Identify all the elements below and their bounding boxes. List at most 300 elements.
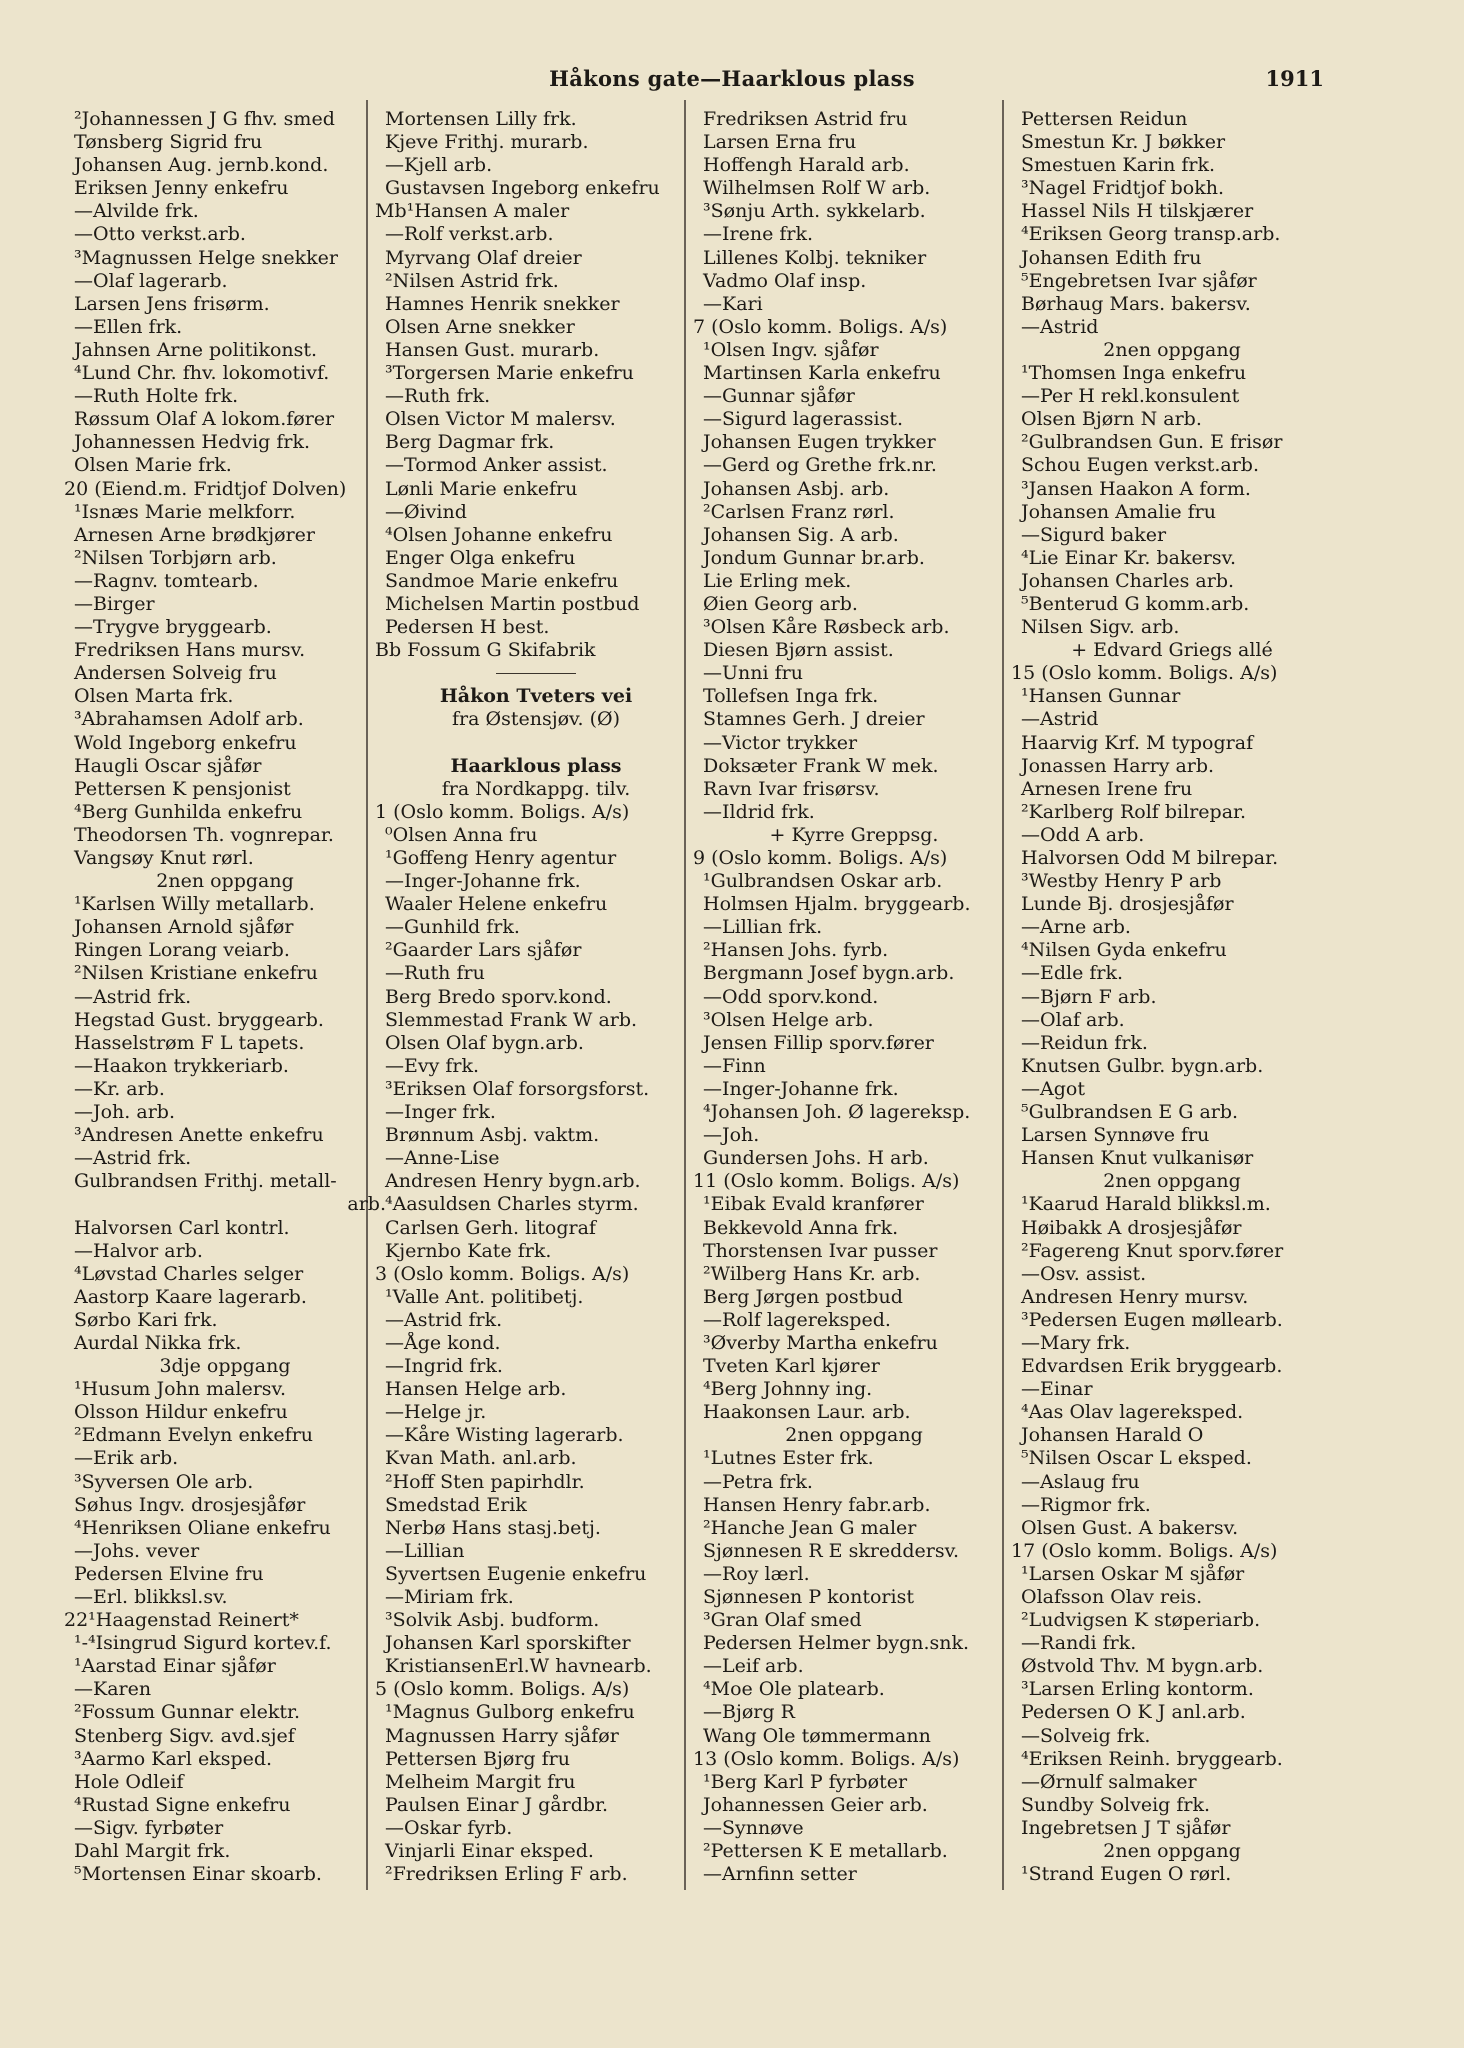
directory-entry: Eriksen Jenny enkefru xyxy=(74,177,289,200)
directory-entry: ³Olsen Kåre Røsbeck arb. xyxy=(703,616,950,639)
directory-entry: Paulsen Einar J gårdbr. xyxy=(385,1793,609,1816)
directory-entry: ³Solvik Asbj. budform. xyxy=(385,1609,600,1632)
directory-entry: Stenberg Sigv. avd.sjef xyxy=(74,1724,295,1747)
directory-entry: Hassel Nils H tilskjærer xyxy=(1021,200,1254,223)
directory-entry: ⁵Mortensen Einar skoarb. xyxy=(74,1863,322,1886)
directory-entry: Pettersen Reidun xyxy=(1021,108,1188,130)
directory-entry: ²Hoff Sten papirhdlr. xyxy=(385,1470,585,1493)
directory-entry: —Øivind xyxy=(385,500,467,523)
directory-entry: —Kåre Wisting lagerarb. xyxy=(385,1424,624,1447)
blank-line xyxy=(375,732,697,755)
directory-entry: Smestuen Karin frk. xyxy=(1021,154,1216,177)
directory-entry: Olsen Victor M malersv. xyxy=(385,408,616,431)
directory-entry: ³Abrahamsen Adolf arb. xyxy=(74,708,304,731)
directory-entry: ¹-⁴Isingrud Sigurd kortev.f. xyxy=(74,1632,332,1655)
directory-entry: Gulbrandsen Frithj. metall- xyxy=(74,1170,337,1193)
directory-entry: ²Pettersen K E metallarb. xyxy=(703,1840,948,1863)
directory-entry: —Mary frk. xyxy=(1021,1331,1131,1354)
directory-entry: ¹Husum John malersv. xyxy=(74,1378,287,1401)
directory-entry: Jonassen Harry arb. xyxy=(1021,754,1215,777)
directory-entry: ⁴Henriksen Oliane enkefru xyxy=(74,1516,331,1539)
directory-entry: ²Edmann Evelyn enkefru xyxy=(74,1424,314,1447)
directory-entry: Edvardsen Erik bryggearb. xyxy=(1021,1355,1283,1378)
directory-entry: 9 (Oslo komm. Boligs. A/s) xyxy=(693,847,948,869)
directory-entry: Halvorsen Odd M bilrepar. xyxy=(1021,847,1279,869)
directory-entry: —Haakon trykkeriarb. xyxy=(74,1054,289,1077)
directory-entry: ¹Thomsen Inga enkefru xyxy=(1021,362,1247,385)
section-heading: 3dje oppgang xyxy=(159,1355,291,1378)
directory-entry: —Ruth fru xyxy=(385,962,485,985)
directory-entry: —Sigv. fyrbøter xyxy=(74,1816,224,1839)
directory-entry: Pedersen H best. xyxy=(385,616,550,639)
directory-entry: ³Andresen Anette enkefru xyxy=(74,1124,324,1147)
directory-entry: —Astrid frk. xyxy=(74,1147,192,1170)
directory-entry: —Otto verkst.arb. xyxy=(74,223,246,246)
directory-entry: Enger Olga enkefru xyxy=(385,546,576,569)
directory-entry: —Birger xyxy=(74,592,155,615)
directory-entry: —Lillian xyxy=(385,1539,465,1562)
directory-entry: ²Ludvigsen K støperiarb. xyxy=(1021,1609,1261,1632)
directory-entry: Larsen Erna fru xyxy=(703,131,857,154)
directory-entry: —Ørnulf salmaker xyxy=(1021,1770,1197,1793)
directory-entry: Fredriksen Astrid fru xyxy=(703,108,908,130)
directory-entry: —Astrid xyxy=(1021,708,1099,731)
directory-entry: ⁴Moe Ole platearb. xyxy=(703,1678,885,1701)
directory-entry: —Arnfinn setter xyxy=(703,1863,857,1886)
directory-entry: —Kr. arb. xyxy=(74,1077,165,1100)
directory-entry: Johansen Asbj. arb. xyxy=(703,477,890,500)
directory-entry: Schou Eugen verkst.arb. xyxy=(1021,454,1260,477)
directory-entry: ²Fredriksen Erling F arb. xyxy=(385,1863,628,1886)
directory-entry: —Rolf verkst.arb. xyxy=(385,223,554,246)
directory-entry: Gustavsen Ingeborg enkefru xyxy=(385,177,660,200)
directory-entry: —Osv. assist. xyxy=(1021,1262,1147,1285)
column-1 xyxy=(64,108,386,1888)
directory-entry: Hamnes Henrik snekker xyxy=(385,292,620,315)
directory-entry: ¹Eibak Evald kranfører xyxy=(703,1193,924,1216)
directory-entry: ³Olsen Helge arb. xyxy=(703,1008,874,1031)
directory-entry: ²Gaarder Lars sjåfør xyxy=(385,939,582,962)
directory-entry: ³Sønju Arth. sykkelarb. xyxy=(703,200,926,223)
directory-entry: Johansen Aug. jernb.kond. xyxy=(74,154,329,177)
directory-entry: Ringen Lorang veiarb. xyxy=(74,939,290,962)
directory-entry: ³Syversen Ole arb. xyxy=(74,1470,254,1493)
directory-entry: Børhaug Mars. bakersv. xyxy=(1021,292,1251,315)
directory-entry: Sørbo Kari frk. xyxy=(74,1308,218,1331)
directory-entry: Nilsen Sigv. arb. xyxy=(1021,616,1180,639)
section-heading: fra Østensjøv. (Ø) xyxy=(452,708,620,731)
page-number: 1911 xyxy=(1265,66,1324,91)
directory-entry: ¹Hansen Gunnar xyxy=(1021,685,1181,708)
directory-entry: ³Øverby Martha enkefru xyxy=(703,1331,938,1354)
directory-entry: ¹Lutnes Ester frk. xyxy=(703,1447,874,1470)
directory-entry: Jondum Gunnar br.arb. xyxy=(703,546,925,569)
section-separator xyxy=(375,662,697,685)
column-4 xyxy=(1011,108,1333,1888)
directory-entry: ²Wilberg Hans Kr. arb. xyxy=(703,1262,921,1285)
directory-entry: Hansen Henry fabr.arb. xyxy=(703,1493,931,1516)
directory-entry: —Roy lærl. xyxy=(703,1562,810,1585)
directory-entry: Smedstad Erik xyxy=(385,1493,527,1516)
directory-entry: Theodorsen Th. vognrepar. xyxy=(74,823,334,846)
directory-entry: —Astrid frk. xyxy=(385,1308,503,1331)
directory-entry: 20 (Eiend.m. Fridtjof Dolven) xyxy=(64,477,347,500)
directory-entry: Ingebretsen J T sjåfør xyxy=(1021,1816,1231,1839)
directory-entry: —Johs. vever xyxy=(74,1539,200,1562)
directory-entry: Gundersen Johs. H arb. xyxy=(703,1147,929,1170)
column-3 xyxy=(693,108,1015,1888)
directory-entry: —Unni fru xyxy=(703,662,803,685)
directory-entry: —Rolf lagereksped. xyxy=(703,1308,891,1331)
directory-entry: —Joh. arb. xyxy=(74,1101,175,1124)
directory-entry: Bb Fossum G Skifabrik xyxy=(375,639,596,662)
directory-entry: Andresen Henry bygn.arb. xyxy=(385,1170,641,1193)
directory-entry: Slemmestad Frank W arb. xyxy=(385,1008,638,1031)
directory-entry: ⁴Berg Gunhilda enkefru xyxy=(74,800,303,823)
directory-entry: —Odd sporv.kond. xyxy=(703,985,879,1008)
directory-entry: ⁴Aasuldsen Charles styrm. xyxy=(385,1193,639,1216)
directory-entry: —Ingrid frk. xyxy=(385,1355,503,1378)
directory-entry: ⁴Nilsen Gyda enkefru xyxy=(1021,939,1227,962)
directory-entry: —Trygve bryggearb. xyxy=(74,616,272,639)
directory-entry: —Inger-Johanne frk. xyxy=(703,1077,899,1100)
directory-entry: Kjeve Frithj. murarb. xyxy=(385,131,589,154)
directory-entry: ¹Karlsen Willy metallarb. xyxy=(74,893,315,916)
directory-entry: arb. xyxy=(347,1193,386,1216)
directory-entry: ¹Goffeng Henry agentur xyxy=(385,847,617,869)
directory-entry: 11 (Oslo komm. Boligs. A/s) xyxy=(693,1170,960,1193)
directory-entry: ⁴Berg Johnny ing. xyxy=(703,1378,873,1401)
directory-entry: Knutsen Gulbr. bygn.arb. xyxy=(1021,1054,1264,1077)
directory-entry: —Victor trykker xyxy=(703,731,858,754)
directory-entry: ⁴Johansen Joh. Ø lagereksp. xyxy=(703,1101,971,1124)
directory-entry: Haakonsen Laur. arb. xyxy=(703,1401,911,1424)
directory-entry: Johansen Charles arb. xyxy=(1021,569,1235,592)
directory-entry: Pedersen O K J anl.arb. xyxy=(1021,1701,1246,1724)
directory-entry: ²Hansen Johs. fyrb. xyxy=(703,939,889,962)
section-heading: 2nen oppgang xyxy=(156,870,294,893)
directory-entry: Johannessen Geier arb. xyxy=(703,1793,928,1816)
directory-entry: Johansen Karl sporskifter xyxy=(385,1632,631,1655)
directory-entry: —Petra frk. xyxy=(703,1470,813,1493)
directory-entry: —Olaf lagerarb. xyxy=(74,269,228,292)
directory-entry: ³Aarmo Karl eksped. xyxy=(74,1747,273,1770)
directory-entry: —Evy frk. xyxy=(385,1054,480,1077)
section-heading: 2nen oppgang xyxy=(1103,338,1241,361)
directory-entry: Martinsen Karla enkefru xyxy=(703,362,941,385)
directory-entry: Magnussen Harry sjåfør xyxy=(385,1724,619,1747)
directory-entry: Olsen Marta frk. xyxy=(74,685,234,708)
directory-entry: Sundby Solveig frk. xyxy=(1021,1793,1211,1816)
directory-entry: ¹Strand Eugen O rørl. xyxy=(1021,1863,1232,1886)
directory-entry: Øien Georg arb. xyxy=(703,592,858,615)
directory-entry: Pedersen Elvine fru xyxy=(74,1562,264,1585)
directory-entry: —Agot xyxy=(1021,1077,1085,1100)
directory-entry: ⁵Nilsen Oscar L eksped. xyxy=(1021,1447,1252,1470)
directory-entry: Nerbø Hans stasj.betj. xyxy=(385,1516,601,1539)
directory-entry: Haugli Oscar sjåfør xyxy=(74,754,262,777)
directory-entry: —Karen xyxy=(74,1678,152,1701)
directory-entry: Andresen Henry mursv. xyxy=(1021,1285,1249,1308)
directory-entry: —Ragnv. tomtearb. xyxy=(74,569,259,592)
directory-entry: Pettersen Bjørg fru xyxy=(385,1747,570,1770)
directory-entry: —Kjell arb. xyxy=(385,154,493,177)
column-2 xyxy=(375,108,697,1888)
directory-entry: —Per H rekl.konsulent xyxy=(1021,385,1240,408)
directory-entry: Haarvig Krf. M typograf xyxy=(1021,731,1254,754)
directory-entry: Larsen Jens frisørm. xyxy=(74,292,270,315)
directory-entry: Johansen Sig. A arb. xyxy=(703,523,899,546)
directory-entry: Røssum Olaf A lokom.fører xyxy=(74,408,335,431)
directory-entry: ⁴Rustad Signe enkefru xyxy=(74,1793,291,1816)
directory-entry: Pedersen Helmer bygn.snk. xyxy=(703,1632,970,1655)
directory-entry: ⁴Olsen Johanne enkefru xyxy=(385,523,613,546)
directory-entry: Aastorp Kaare lagerarb. xyxy=(74,1285,307,1308)
directory-entry: Wold Ingeborg enkefru xyxy=(74,731,297,754)
directory-entry: Johansen Arnold sjåfør xyxy=(74,916,294,939)
directory-entry: Jahnsen Arne politikonst. xyxy=(74,338,318,361)
directory-entry: Kvan Math. anl.arb. xyxy=(385,1447,577,1470)
directory-entry: —Arne arb. xyxy=(1021,916,1131,939)
directory-entry: —Synnøve xyxy=(703,1816,804,1839)
directory-entry: ³Jansen Haakon A form. xyxy=(1021,477,1251,500)
directory-entry: Olsen Olaf bygn.arb. xyxy=(385,1031,584,1054)
directory-entry: Bekkevold Anna frk. xyxy=(703,1216,899,1239)
directory-entry: ⁴Aas Olav lagereksped. xyxy=(1021,1401,1244,1424)
directory-entry: ⁵Gulbrandsen E G arb. xyxy=(1021,1101,1239,1124)
section-heading: 2nen oppgang xyxy=(1103,1170,1241,1193)
directory-entry: Michelsen Martin postbud xyxy=(385,592,640,615)
directory-entry: —Oskar fyrb. xyxy=(385,1816,513,1839)
section-heading: Håkon Tveters vei xyxy=(439,685,633,708)
directory-entry: KristiansenErl.W havnearb. xyxy=(385,1655,652,1678)
directory-entry: ¹Gulbrandsen Oskar arb. xyxy=(703,870,943,893)
directory-entry: Hansen Helge arb. xyxy=(385,1378,567,1401)
directory-entry: ²Carlsen Franz rørl. xyxy=(703,500,895,523)
section-heading: + Kyrre Greppsg. xyxy=(769,823,939,846)
directory-entry: Thorstensen Ivar pusser xyxy=(703,1239,938,1262)
directory-entry: —Ruth frk. xyxy=(385,385,491,408)
directory-entry: —Tormod Anker assist. xyxy=(385,454,608,477)
directory-entry: Brønnum Asbj. vaktm. xyxy=(385,1124,600,1147)
directory-entry: Halvorsen Carl kontrl. xyxy=(74,1216,290,1239)
directory-entry: Lunde Bj. drosjesjåfør xyxy=(1021,893,1234,916)
directory-entry: Johansen Edith fru xyxy=(1021,246,1202,269)
directory-entry: Diesen Bjørn assist. xyxy=(703,639,894,662)
directory-entry: ⁵Engebretsen Ivar sjåfør xyxy=(1021,269,1257,292)
directory-entry: Fredriksen Hans mursv. xyxy=(74,639,306,662)
directory-entry: Vinjarli Einar eksped. xyxy=(385,1840,594,1863)
directory-entry: Sandmoe Marie enkefru xyxy=(385,569,619,592)
directory-entry: —Solveig frk. xyxy=(1021,1724,1151,1747)
directory-entry: —Lillian frk. xyxy=(703,916,823,939)
directory-entry: —Halvor arb. xyxy=(74,1239,203,1262)
directory-entry: —Olaf arb. xyxy=(1021,1008,1125,1031)
section-heading: fra Nordkappg. tilv. xyxy=(441,777,631,800)
directory-entry: ²Nilsen Astrid frk. xyxy=(385,269,559,292)
directory-entry: Tollefsen Inga frk. xyxy=(703,685,879,708)
directory-entry: ³Nagel Fridtjof bokh. xyxy=(1021,177,1225,200)
directory-entry: Lillenes Kolbj. tekniker xyxy=(703,246,927,269)
directory-entry: Johansen Harald O xyxy=(1021,1424,1204,1447)
directory-entry: —Miriam frk. xyxy=(385,1586,514,1608)
directory-entry: Hansen Knut vulkanisør xyxy=(1021,1147,1254,1170)
directory-entry: Olsen Bjørn N arb. xyxy=(1021,408,1202,431)
directory-entry: ¹Larsen Oskar M sjåfør xyxy=(1021,1562,1245,1585)
directory-entry: —Edle frk. xyxy=(1021,962,1124,985)
directory-entry: ²Fossum Gunnar elektr. xyxy=(74,1701,301,1724)
directory-entry: —Leif arb. xyxy=(703,1655,804,1678)
directory-entry: ³Pedersen Eugen møllearb. xyxy=(1021,1308,1283,1331)
directory-entry: Holmsen Hjalm. bryggearb. xyxy=(703,893,971,916)
directory-entry: ³Torgersen Marie enkefru xyxy=(385,362,634,385)
directory-entry: Johannessen Hedvig frk. xyxy=(74,431,311,454)
directory-entry: ²Gulbrandsen Gun. E frisør xyxy=(1021,431,1283,454)
directory-entry: Stamnes Gerh. J dreier xyxy=(703,708,925,731)
directory-entry: —Gerd og Grethe frk.nr. xyxy=(703,454,937,477)
directory-entry: Myrvang Olaf dreier xyxy=(385,246,582,269)
directory-entry: —Inger frk. xyxy=(385,1101,496,1124)
directory-entry: ³Gran Olaf smed xyxy=(703,1609,862,1632)
directory-entry: Carlsen Gerh. litograf xyxy=(385,1216,596,1239)
directory-entry: Søhus Ingv. drosjesjåfør xyxy=(74,1493,306,1516)
directory-entry: 13 (Oslo komm. Boligs. A/s) xyxy=(693,1747,960,1770)
directory-entry: ⁰Olsen Anna fru xyxy=(385,823,538,846)
directory-entry: —Erl. blikksl.sv. xyxy=(74,1586,228,1608)
directory-entry: Pettersen K pensjonist xyxy=(74,777,291,800)
directory-entry: Vadmo Olaf insp. xyxy=(703,269,867,292)
directory-entry: —Gunhild frk. xyxy=(385,916,520,939)
directory-entry: —Kari xyxy=(703,292,763,315)
directory-entry: ³Magnussen Helge snekker xyxy=(74,246,338,269)
directory-entry: Mb¹Hansen A maler xyxy=(375,200,570,223)
directory-entry: ¹Berg Karl P fyrbøter xyxy=(703,1770,908,1793)
directory-entry: —Randi frk. xyxy=(1021,1632,1137,1655)
directory-entry: Ravn Ivar frisørsv. xyxy=(703,777,880,800)
directory-entry: —Alvilde frk. xyxy=(74,200,199,223)
directory-entry: Dahl Margit frk. xyxy=(74,1840,231,1863)
directory-entry: —Irene frk. xyxy=(703,223,814,246)
directory-entry: Olsen Marie frk. xyxy=(74,454,232,477)
directory-entry: —Astrid frk. xyxy=(74,985,192,1008)
directory-entry: ³Westby Henry P arb xyxy=(1021,870,1222,893)
directory-entry: Olafsson Olav reis. xyxy=(1021,1586,1203,1608)
directory-entry: ¹Olsen Ingv. sjåfør xyxy=(703,338,879,361)
directory-entry: ⁴Eriksen Reinh. bryggearb. xyxy=(1021,1747,1283,1770)
directory-entry: ⁵Benterud G komm.arb. xyxy=(1021,592,1250,615)
directory-entry: 5 (Oslo komm. Boligs. A/s) xyxy=(375,1678,630,1701)
directory-entry: 3 (Oslo komm. Boligs. A/s) xyxy=(375,1262,630,1285)
directory-entry: —Sigurd baker xyxy=(1021,523,1167,546)
directory-entry: Jensen Fillip sporv.fører xyxy=(703,1031,934,1054)
directory-entry: Tveten Karl kjører xyxy=(703,1355,880,1378)
directory-entry: —Bjørn F arb. xyxy=(1021,985,1157,1008)
directory-entry: Arnesen Arne brødkjører xyxy=(74,523,315,546)
directory-entry: —Odd A arb. xyxy=(1021,823,1145,846)
directory-entry: —Ildrid frk. xyxy=(703,800,815,823)
directory-entry: ³Larsen Erling kontorm. xyxy=(1021,1678,1254,1701)
directory-entry: —Astrid xyxy=(1021,315,1099,338)
directory-entry: Vangsøy Knut rørl. xyxy=(74,847,254,869)
directory-entry: ⁴Lie Einar Kr. bakersv. xyxy=(1021,546,1237,569)
directory-entry: —Helge jr. xyxy=(385,1401,487,1424)
directory-entry: —Aslaug fru xyxy=(1021,1470,1140,1493)
directory-entry: ⁴Eriksen Georg transp.arb. xyxy=(1021,223,1281,246)
directory-entry: Hegstad Gust. bryggearb. xyxy=(74,1008,324,1031)
directory-entry: ⁴Lund Chr. fhv. lokomotivf. xyxy=(74,362,330,385)
directory-entry: Olsson Hildur enkefru xyxy=(74,1401,288,1424)
directory-entry: Melheim Margit fru xyxy=(385,1770,576,1793)
directory-entry: Aurdal Nikka frk. xyxy=(74,1331,242,1354)
directory-entry: Kjernbo Kate frk. xyxy=(385,1239,552,1262)
directory-entry: Larsen Synnøve fru xyxy=(1021,1124,1210,1147)
directory-entry: Mortensen Lilly frk. xyxy=(385,108,577,130)
directory-entry: 7 (Oslo komm. Boligs. A/s) xyxy=(693,315,948,338)
directory-entry: Sjønnesen P kontorist xyxy=(703,1586,914,1608)
directory-entry: ¹Magnus Gulborg enkefru xyxy=(385,1701,635,1724)
directory-entry: —Reidun frk. xyxy=(1021,1031,1148,1054)
directory-entry: 17 (Oslo komm. Boligs. A/s) xyxy=(1011,1539,1278,1562)
directory-entry: Johansen Amalie fru xyxy=(1021,500,1216,523)
directory-entry: Hole Odleif xyxy=(74,1770,184,1793)
directory-entry: —Gunnar sjåfør xyxy=(703,385,855,408)
directory-entry: Lie Erling mek. xyxy=(703,569,852,592)
directory-entry: Smestun Kr. J bøkker xyxy=(1021,131,1226,154)
directory-entry: —Bjørg R xyxy=(703,1701,795,1724)
directory-entry: Olsen Arne snekker xyxy=(385,315,575,338)
directory-entry: Wilhelmsen Rolf W arb. xyxy=(703,177,931,200)
directory-entry: Hansen Gust. murarb. xyxy=(385,338,600,361)
directory-entry: —Rigmor frk. xyxy=(1021,1493,1151,1516)
directory-entry: ²Johannessen J G fhv. smed xyxy=(74,108,335,130)
directory-entry: Wang Ole tømmermann xyxy=(703,1724,931,1747)
directory-entry: ²Nilsen Kristiane enkefru xyxy=(74,962,318,985)
directory-entry: —Ruth Holte frk. xyxy=(74,385,239,408)
section-heading: + Edvard Griegs allé xyxy=(1071,639,1273,662)
directory-entry: ²Fagereng Knut sporv.fører xyxy=(1021,1239,1284,1262)
directory-entry: Andersen Solveig fru xyxy=(74,662,277,685)
directory-entry: ¹Kaarud Harald blikksl.m. xyxy=(1021,1193,1271,1216)
directory-entry: 1 (Oslo komm. Boligs. A/s) xyxy=(375,800,630,823)
section-heading: 2nen oppgang xyxy=(785,1424,923,1447)
directory-entry: 15 (Oslo komm. Boligs. A/s) xyxy=(1011,662,1278,685)
directory-entry: Høibakk A drosjesjåfør xyxy=(1021,1216,1242,1239)
directory-entry: —Ellen frk. xyxy=(74,315,183,338)
directory-entry: Waaler Helene enkefru xyxy=(385,893,608,916)
directory-entry: —Inger-Johanne frk. xyxy=(385,870,581,893)
page-header xyxy=(0,66,1464,100)
directory-entry: Johansen Eugen trykker xyxy=(703,431,936,454)
directory-entry: Østvold Thv. M bygn.arb. xyxy=(1021,1655,1264,1678)
directory-entry: Berg Bredo sporv.kond. xyxy=(385,985,612,1008)
directory-entry: —Erik arb. xyxy=(74,1447,179,1470)
directory-entry: —Einar xyxy=(1021,1378,1093,1401)
directory-entry: 22¹Haagenstad Reinert* xyxy=(64,1609,299,1632)
directory-entry: ²Karlberg Rolf bilrepar. xyxy=(1021,800,1247,823)
directory-entry: —Anne-Lise xyxy=(385,1147,500,1170)
directory-entry: Lønli Marie enkefru xyxy=(385,477,578,500)
directory-entry: —Sigurd lagerassist. xyxy=(703,408,904,431)
directory-entry: ²Nilsen Torbjørn arb. xyxy=(74,546,277,569)
directory-entry: ¹Isnæs Marie melkforr. xyxy=(74,500,296,523)
directory-entry: Bergmann Josef bygn.arb. xyxy=(703,962,955,985)
directory-entry: Doksæter Frank W mek. xyxy=(703,754,939,777)
directory-entry: —Åge kond. xyxy=(385,1331,501,1354)
directory-entry: Sjønnesen R E skreddersv. xyxy=(703,1539,960,1562)
directory-entry: Syvertsen Eugenie enkefru xyxy=(385,1562,647,1585)
directory-entry: ¹Valle Ant. politibetj. xyxy=(385,1285,584,1308)
directory-entry: —Joh. xyxy=(703,1124,760,1147)
